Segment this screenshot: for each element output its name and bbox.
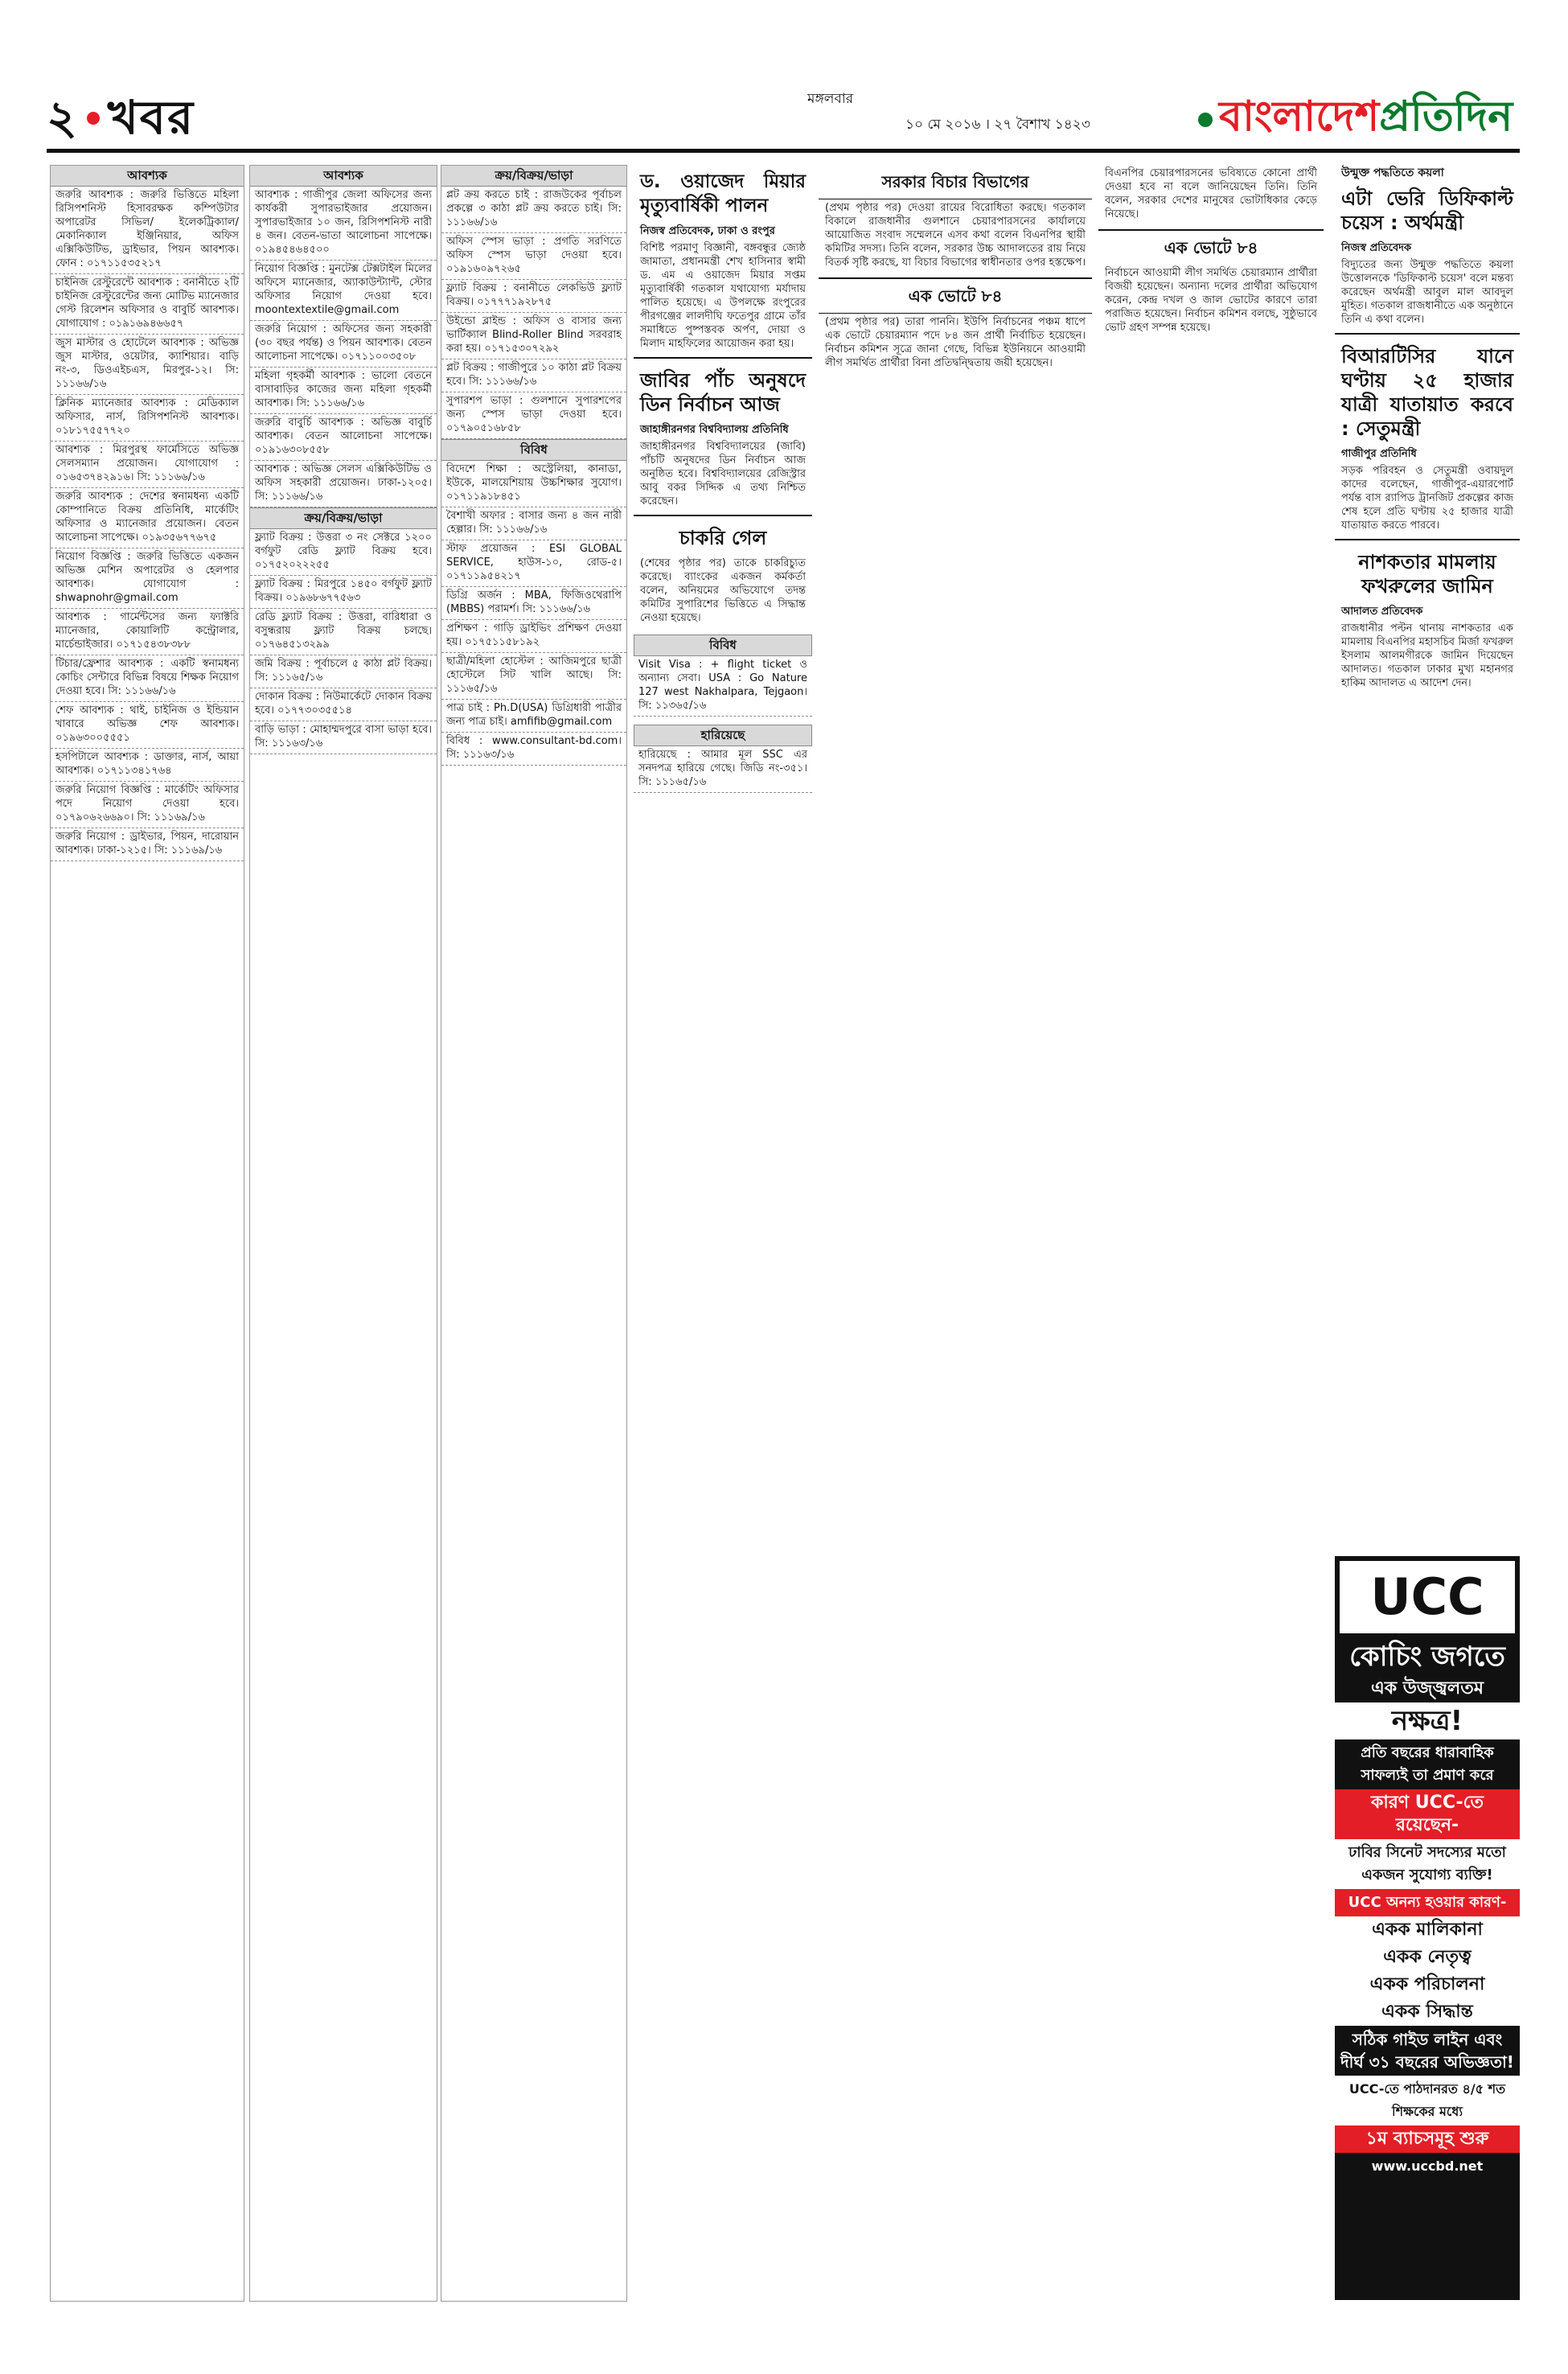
- headline: নাশকতার মামলায় ফখরুলের জামিন: [1358, 551, 1496, 598]
- classified-ad: প্লট ক্রয় করতে চাই : রাজউকের পূর্বাচল প্রকল্পে ৩ কাঠা প্লট ক্রয় করতে চাই। সি: ১১১৬৬/১৬: [441, 187, 626, 233]
- byline: গাজীপুর প্রতিনিধি: [1341, 448, 1417, 460]
- article-body: জাহাঙ্গীরনগর বিশ্ববিদ্যালয়ের (জাবি) পাঁচটি অনুষদের ডিন নির্বাচন আজ অনুষ্ঠিত হবে। বিশ্ববিদ্যালয়ের রেজিস্ট্রার আবু বকর সিদ্দিক এ তথ্য নিশ্চিত করেছেন।: [640, 441, 806, 507]
- ad-line: ঢাবির সিনেট সদস্যের মতো একজন সুযোগ্য ব্যক্তি!: [1335, 1839, 1520, 1889]
- byline: নিজস্ব প্রতিবেদক, ঢাকা ও রংপুর: [640, 225, 775, 237]
- masthead-rule: [47, 149, 1520, 153]
- ad-line: নক্ষত্র!: [1335, 1702, 1520, 1739]
- news-column-5: [819, 165, 1092, 2300]
- classified-ad: জরুরি বাবুর্চি আবশ্যক : অভিজ্ঞ বাবুর্চি আবশ্যক। বেতন আলোচনা সাপেক্ষে। ০১৯১৬৩০৮৫৫৮: [250, 414, 437, 461]
- classified-ad: প্লট বিক্রয় : গাজীপুরে ১০ কাঠা প্লট বিক্রয় হবে। সি: ১১১৬৬/১৬: [441, 359, 626, 392]
- classified-ad: হারিয়েছে : আমার মূল SSC এর সনদপত্র হারিয়ে গেছে। জিডি নং-৩৫১। সি: ১১১৬৫/১৬: [634, 746, 812, 793]
- section-header: হারিয়েছে: [634, 725, 812, 746]
- classified-ad: বাড়ি ভাড়া : মোহাম্মদপুরে বাসা ভাড়া হবে। সি: ১১১৬৩/১৬: [250, 721, 437, 754]
- classified-ad: নিয়োগ বিজ্ঞপ্তি : জরুরি ভিত্তিতে একজন অভিজ্ঞ মেশিন অপারেটর ও হেলপার আবশ্যক। যোগাযোগ : shwapnohr@gmail.com: [51, 548, 244, 609]
- article-body: সড়ক পরিবহন ও সেতুমন্ত্রী ওবায়দুল কাদের বলেছেন, গাজীপুর-এয়ারপোর্ট পর্যন্ত বাস র‌্যাপিড ট্রানজিট প্রকল্পের কাজ শেষ হলে প্রতি ঘণ্টায় ২৫ হাজার যাত্রী যাতায়াত করতে পারবে।: [1341, 465, 1513, 532]
- classified-ad: দোকান বিক্রয় : নিউমার্কেটে দোকান বিক্রয় হবে। ০১৭৭৩০৩৫৫১৪: [250, 688, 437, 721]
- classified-ad: চাইনিজ রেস্টুরেন্টে আবশ্যক : বনানীতে ২টি চাইনিজ রেস্টুরেন্টের জন্য মোটিভ ম্যানেজার গেস্ট রিলেশন অফিসার ও বাবুর্চি আবশ্যক। যোগাযোগ : ০১৯১৬৯৪৬৬৫৭: [51, 274, 244, 335]
- section-header: ক্রয়/বিক্রয়/ভাড়া: [441, 166, 626, 187]
- ucc-logo: UCC: [1340, 1561, 1515, 1633]
- classified-ad: শেফ আবশ্যক : থাই, চাইনিজ ও ইন্ডিয়ান খাবারে অভিজ্ঞ শেফ আবশ্যক। ০১৯৬৩০০৫৫৫১: [51, 702, 244, 749]
- classified-ad: ছাত্রী/মহিলা হোস্টেল : আজিমপুরে ছাত্রী হোস্টেলে সিট খালি আছে। সি: ১১১৬৫/১৬: [441, 653, 626, 700]
- newspaper-logo: [1198, 84, 1513, 154]
- classified-ad: সুপারশপ ভাড়া : গুলশানে সুপারশপের জন্য স্পেস ভাড়া দেওয়া হবে। ০১৭৯০৫১৬৮৫৮: [441, 392, 626, 439]
- masthead: [0, 0, 1568, 161]
- ad-line: একক সিদ্ধান্ত: [1335, 1998, 1520, 2026]
- article-body: রাজধানীর পল্টন থানায় নাশকতার এক মামলায় বিএনপির মহাসচিব মির্জা ফখরুল ইসলাম আলমগীরকে জামিন দিয়েছেন আদালত। গতকাল ঢাকার মুখ্য মহানগর হাকিম আদালত এ আদেশ দেন।: [1341, 622, 1513, 689]
- classified-ad: জুস মাস্টার ও হোটেলে আবশ্যক : অভিজ্ঞ জুস মাস্টার, ওয়েটার, ক্যাশিয়ার। বাড়ি নং-৩, ডিওএইচএস, মিরপুর-১২। সি: ১১১৬৬/১৬: [51, 335, 244, 395]
- classified-ad: ফ্ল্যাট বিক্রয় : উত্তরা ৩ নং সেক্টরে ১২০০ বর্গফুট রেডি ফ্ল্যাট বিক্রয় হবে। ০১৭৫২০২২২৫৫: [250, 529, 437, 576]
- classified-ad: আবশ্যক : মিরপুরস্থ ফার্মেসিতে অভিজ্ঞ সেলসম্যান প্রয়োজন। যোগাযোগ : ০১৬৫৩৭৪২৯১৬। সি: ১১১৬৬/১৬: [51, 442, 244, 488]
- news-column-7: [1335, 165, 1520, 1548]
- logo-bullet-icon: [1198, 113, 1213, 127]
- issue-date: ১০ মে ২০১৬ । ২৭ বৈশাখ ১৪২৩: [905, 117, 1090, 133]
- headline: ড. ওয়াজেদ মিয়ার মৃত্যুবার্ষিকী পালন: [640, 171, 806, 216]
- article-body: বিশিষ্ট পরমাণু বিজ্ঞানী, বঙ্গবন্ধুর জ্যেষ্ঠ জামাতা, প্রধানমন্ত্রী শেখ হাসিনার স্বামী ড. এম এ ওয়াজেদ মিয়ার সপ্তম মৃত্যুবার্ষিকী গতকাল যথাযোগ্য মর্যাদায় পালিত হয়েছে। এ উপলক্ষে রংপুরের পীরগঞ্জের লালদীঘি ফতেপুর গ্রামে তাঁর সমাধিতে পুষ্পস্তবক অর্পণ, দোয়া ও মিলাদ মাহফিলের আয়োজন করা হয়।: [640, 242, 806, 350]
- classified-ad: বিদেশে শিক্ষা : অস্ট্রেলিয়া, কানাডা, ইউকে, মালয়েশিয়ায় উচ্চশিক্ষার সুযোগ। ০১৭১১৯১৮৪৫১: [441, 461, 626, 507]
- divider: [1335, 539, 1520, 540]
- ad-line: প্রতি বছরের ধারাবাহিক সাফল্যই তা প্রমাণ করে: [1361, 1744, 1494, 1784]
- headline: এটা ভেরি ডিফিকাল্ট চয়েস : অর্থমন্ত্রী: [1341, 187, 1513, 234]
- news-column-4: [634, 165, 812, 2300]
- kicker: উন্মুক্ত পদ্ধতিতে কয়লা: [1341, 166, 1444, 179]
- headline: জাবির পাঁচ অনুষদে ডিন নির্বাচন আজ: [640, 369, 806, 416]
- classified-ad: পাত্র চাই : Ph.D(USA) ডিগ্রিধারী পাত্রীর জন্য পাত্র চাই। amfifib@gmail.com: [441, 700, 626, 733]
- logo-part-1: বাংলাদেশ: [1219, 92, 1380, 141]
- classified-ad: ক্লিনিক ম্যানেজার আবশ্যক : মেডিক্যাল অফিসার, নার্স, রিসিপশনিস্ট আবশ্যক। ০১৮১৭৫৫৭৭২০: [51, 395, 244, 442]
- classified-ad: অফিস স্পেস ভাড়া : প্রগতি সরণিতে অফিস স্পেস ভাড়া দেওয়া হবে। ০১৯১৬০৯৭২৬৫: [441, 233, 626, 280]
- classified-ad: বিবিধ : www.consultant-bd.com। সি: ১১১৬৩/১৬: [441, 733, 626, 766]
- classified-ad: জমি বিক্রয় : পূর্বাচলে ৫ কাঠা প্লট বিক্রয়। সি: ১১১৬৫/১৬: [250, 655, 437, 688]
- ad-line: একক নেতৃত্ব: [1335, 1944, 1520, 1971]
- classified-ad: আবশ্যক : গার্মেন্টসের জন্য ফ্যাক্টরি ম্যানেজার, কোয়ালিটি কন্ট্রোলার, মার্চেন্ডাইজার। ০১৭১৫৪৩৮৩৮৮: [51, 609, 244, 655]
- headline: এক ভোটে ৮৪: [819, 277, 1092, 314]
- divider: [634, 357, 812, 359]
- ad-website: www.uccbd.net: [1371, 2158, 1484, 2174]
- classified-ad: ফ্ল্যাট বিক্রয় : বনানীতে লেকভিউ ফ্ল্যাট বিক্রয়। ০১৭৭৭১৯২৮৭৫: [441, 280, 626, 313]
- classified-ad: রেডি ফ্ল্যাট বিক্রয় : উত্তরা, বারিধারা ও বসুন্ধরায় ফ্ল্যাট বিক্রয় চলছে। ০১৭৬৪৫১৩২৯৯: [250, 609, 437, 655]
- classified-ad: টিচার/ফ্রেশার আবশ্যক : একটি স্বনামধন্য কোচিং সেন্টারে বিভিন্ন বিষয়ে শিক্ষক নিয়োগ দেওয়া হবে। সি: ১১১৬৬/১৬: [51, 655, 244, 702]
- ucc-coaching-ad: [1335, 1556, 1520, 2300]
- ad-line: ১ম ব্যাচসমূহ শুরু: [1335, 2126, 1520, 2153]
- ad-line: সঠিক গাইড লাইন এবং দীর্ঘ ৩১ বছরের অভিজ্ঞতা!: [1340, 2030, 1514, 2072]
- classified-ad: স্টাফ প্রয়োজন : ESI GLOBAL SERVICE, হাউস-১০, রোড-৫। ০১৭১১৯৫৪২১৭: [441, 540, 626, 587]
- byline: জাহাঙ্গীরনগর বিশ্ববিদ্যালয় প্রতিনিধি: [640, 424, 789, 436]
- classified-ad: জরুরি নিয়োগ : ড্রাইভার, পিয়ন, দারোয়ান আবশ্যক। ঢাকা-১২১৫। সি: ১১১৬৯/১৬: [51, 828, 244, 861]
- classified-ad: প্রশিক্ষণ : গাড়ি ড্রাইভিং প্রশিক্ষণ দেওয়া হয়। ০১৭৫১১৫৮১৯২: [441, 620, 626, 653]
- classified-ad: উইন্ডো ব্লাইন্ড : অফিস ও বাসার জন্য ভার্টিক্যাল Blind-Roller Blind সরবরাহ করা হয়। ০১৭১৫৩০৭২৯২: [441, 313, 626, 359]
- section-name: খবর: [107, 90, 195, 145]
- article-body: (প্রথম পৃষ্ঠার পর) তারা পাননি। ইউপি নির্বাচনের পঞ্চম ধাপে এক ভোটে চেয়ারম্যান পদে ৮৪ জন প্রার্থী নির্বাচিত হয়েছেন। নির্বাচন কমিশন সূত্রে জানা গেছে, বিভিন্ন ইউনিয়নে আওয়ামী লীগ সমর্থিত প্রার্থীরা বিনা প্রতিদ্বন্দ্বিতায় জয়ী হয়েছেন।: [825, 316, 1086, 369]
- classified-ad: জরুরি আবশ্যক : জরুরি ভিত্তিতে মহিলা রিসিপশনিস্ট হিসাবরক্ষক কম্পিউটার অপারেটর সিভিল/ ইলেকট্রিক্যাল/ মেকানিক্যাল ইঞ্জিনিয়ার, অফিস এক্সিকিউটিভ, ড্রাইভার, পিয়ন আবশ্যক। ফোন : ০১৭১১৫৩৫২১৭: [51, 187, 244, 274]
- ad-line: একক মালিকানা: [1335, 1916, 1520, 1944]
- ad-line: UCC অনন্য হওয়ার কারণ-: [1335, 1889, 1520, 1916]
- page-number-value: ২: [47, 90, 79, 145]
- classified-ad: জরুরি নিয়োগ : অফিসের জন্য সহকারী (৩০ বছর পর্যন্ত) ও পিয়ন আবশ্যক। বেতন আলোচনা সাপেক্ষে। ০১৭১১০০৩৫০৮: [250, 321, 437, 368]
- classified-ad: Visit Visa : + flight ticket ও অন্যান্য সেবা। USA : Go Nature 127 west Nakhalpara, Tejgaon। সি: ১১৩৬৫/১৬: [634, 656, 812, 717]
- section-header: আবশ্যক: [51, 166, 244, 187]
- classifieds-column-3: [441, 165, 627, 2302]
- ad-line: এক উজ্জ্বলতম: [1371, 1678, 1484, 1698]
- classified-ads-list: [441, 461, 626, 766]
- logo-part-2: প্রতিদিন: [1379, 92, 1513, 141]
- classified-ad: বৈশাখী অফার : বাসার জন্য ৪ জন নারী হেল্পার। সি: ১১১৬৬/১৬: [441, 507, 626, 540]
- article-body: নির্বাচনে আওয়ামী লীগ সমর্থিত চেয়ারম্যান প্রার্থীরা বিজয়ী হয়েছেন। অন্যান্য দলের প্রার্থীরা অভিযোগ করেন, কেন্দ্র দখল ও জাল ভোটের কারণে তারা পরাজিত হয়েছেন। নির্বাচন কমিশন বলছে, সুষ্ঠুভাবে ভোট গ্রহণ সম্পন্ন হয়েছে।: [1105, 267, 1317, 334]
- news-column-6: [1098, 165, 1324, 2300]
- byline: নিজস্ব প্রতিবেদক: [1341, 242, 1412, 254]
- classified-ads-list: [441, 187, 626, 439]
- classified-ad: জরুরি নিয়োগ বিজ্ঞপ্তি : মার্কেটিং অফিসার পদে নিয়োগ দেওয়া হবে। ০১৭৯০৬২৬৬৯০। সি: ১১১৬৯/১৬: [51, 782, 244, 828]
- classified-ad: নিয়োগ বিজ্ঞপ্তি : মুনটেক্স টেক্সটাইল মিলের অফিসে ম্যানেজার, অ্যাকাউন্ট্যান্ট, স্টোর অফিসার নিয়োগ দেওয়া হবে। moontextextile@gmail.com: [250, 261, 437, 321]
- headline: সরকার বিচার বিভাগের: [819, 165, 1092, 199]
- classified-ads-list: [250, 187, 437, 507]
- article-body: (শেষের পৃষ্ঠার পর) তাকে চাকরিচ্যুত করেছে। ব্যাংকের একজন কর্মকর্তা বলেন, অনিয়মের অভিযোগে তদন্ত কমিটির সুপারিশের ভিত্তিতে এ সিদ্ধান্ত নেওয়া হয়েছে।: [640, 557, 806, 624]
- classifieds-column-1: [50, 165, 244, 2302]
- byline: আদালত প্রতিবেদক: [1341, 606, 1423, 618]
- classified-ads-list: [51, 187, 244, 861]
- ad-line: কোচিং জগতে: [1349, 1641, 1505, 1673]
- classifieds-column-2: [249, 165, 437, 2302]
- section-header: বিবিধ: [441, 439, 626, 461]
- ad-line: একক পরিচালনা: [1335, 1971, 1520, 1998]
- section-header: বিবিধ: [634, 635, 812, 656]
- article-body: (প্রথম পৃষ্ঠার পর) দেওয়া রায়ের বিরোধিতা করছে। গতকাল বিকালে রাজধানীর গুলশানে চেয়ারপারসনের কার্যালয়ে আয়োজিত সংবাদ সম্মেলনে এসব কথা বলেন বিএনপির স্থায়ী কমিটির সদস্য। তিনি বলেন, সরকার উচ্চ আদালতের রায় নিয়ে বিতর্ক সৃষ্টি করছে, যা বিচার বিভাগের স্বাধীনতার ওপর হস্তক্ষেপ।: [825, 202, 1086, 269]
- classified-ad: জরুরি আবশ্যক : দেশের স্বনামধন্য একটি কোম্পানিতে বিক্রয় প্রতিনিধি, মার্কেটিং অফিসার ও ম্যানেজার প্রয়োজন। বেতন আলোচনা সাপেক্ষে। ০১৯৩৫৬৭৭৬৭৫: [51, 488, 244, 548]
- classified-ad: ফ্ল্যাট বিক্রয় : মিরপুরে ১৪৫০ বর্গফুট ফ্ল্যাট বিক্রয়। ০১৯৬৮৬৭৭৫৬৩: [250, 576, 437, 609]
- headline: এক ভোটে ৮৪: [1098, 229, 1324, 265]
- section-header: আবশ্যক: [250, 166, 437, 187]
- divider: [634, 515, 812, 516]
- headline: বিআরটিসির যানে ঘণ্টায় ২৫ হাজার যাত্রী যাতায়াত করবে : সেতুমন্ত্রী: [1341, 345, 1513, 440]
- classified-ad: হসপিটালে আবশ্যক : ডাক্তার, নার্স, আয়া আবশ্যক। ০১৭১১৩৪১৭৬৪: [51, 749, 244, 782]
- classified-ad: ডিগ্রি অর্জন : MBA, ফিজিওথেরাপি (MBBS) পরামর্শ। সি: ১১১৬৬/১৬: [441, 587, 626, 620]
- classified-ad: মহিলা গৃহকর্মী আবশ্যক : ভালো বেতনে বাসাবাড়ির কাজের জন্য মহিলা গৃহকর্মী আবশ্যক। সি: ১১১৬৬/১৬: [250, 368, 437, 414]
- ad-line: UCC-তে পাঠদানরত ৪/৫ শত শিক্ষকের মধ্যে: [1335, 2076, 1520, 2126]
- page-dot-icon: [87, 112, 100, 125]
- classified-ad: আবশ্যক : গাজীপুর জেলা অফিসের জন্য কার্যকরী সুপারভাইজার প্রয়োজন। সুপারভাইজার ১০ জন, রিসিপশনিস্ট নারী ৪ জন। বেতন-ভাতা আলোচনা সাপেক্ষে। ০১৯৪৫৪৬৪৫০০: [250, 187, 437, 261]
- article-body: বিএনপির চেয়ারপারসনের ভবিষ্যতে কোনো প্রার্থী দেওয়া হবে না বলে জানিয়েছেন তিনি। তিনি বলেন, সরকার দেশের মানুষের ভোটাধিকার কেড়ে নিয়েছে।: [1105, 167, 1317, 220]
- headline: চাকরি গেল: [679, 527, 767, 549]
- classified-ads-list: [250, 529, 437, 754]
- section-header: ক্রয়/বিক্রয়/ভাড়া: [250, 507, 437, 529]
- issue-day: মঙ্গলবার: [807, 91, 854, 107]
- article-body: বিদ্যুতের জন্য উন্মুক্ত পদ্ধতিতে কয়লা উত্তোলনকে 'ডিফিকাল্ট চয়েস' বলে মন্তব্য করেছেন অর্থমন্ত্রী আবুল মাল আবদুল মুহিত। গতকাল রাজধানীতে এক অনুষ্ঠানে তিনি এ কথা বলেন।: [1341, 259, 1513, 326]
- ad-line: কারণ UCC-তে রয়েছেন-: [1335, 1789, 1520, 1839]
- classified-ad: আবশ্যক : অভিজ্ঞ সেলস এক্সিকিউটিভ ও অফিস সহকারী প্রয়োজন। ঢাকা-১২০৫। সি: ১১১৬৬/১৬: [250, 461, 437, 507]
- divider: [1335, 333, 1520, 335]
